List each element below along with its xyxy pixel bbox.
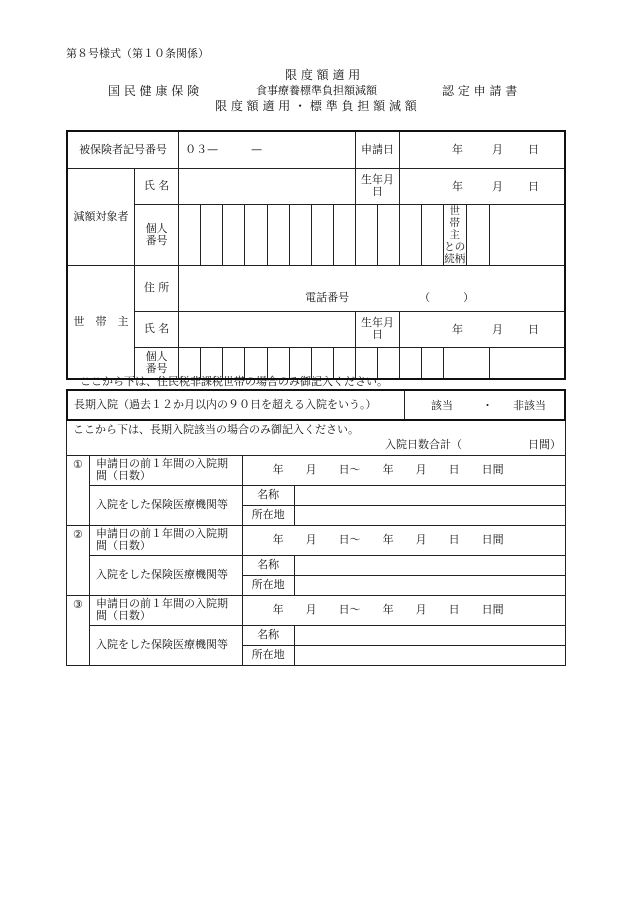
institution-name-label: 名称 (242, 555, 294, 575)
target-pn-digit[interactable] (267, 204, 289, 265)
household-head-label: 世 帯 主 (67, 265, 134, 379)
institution-label: 入院をした保険医療機関等 (89, 555, 242, 595)
head-birth-month: 月 (492, 322, 504, 336)
target-personal-number-label: 個人 番号 (134, 204, 178, 265)
application-date-label: 申請日 (355, 131, 399, 168)
total-days: 入院日数合計（ 日間） (385, 438, 561, 451)
long-term-detail-table (66, 421, 566, 666)
form-number: 第８号様式（第１０条関係） (66, 47, 209, 60)
title-line-3: 限 度 額 適 用 ・ 標 準 負 担 額 減 額 (215, 99, 417, 113)
institution-name-field[interactable] (294, 625, 565, 645)
target-birth-year: 年 (452, 179, 464, 193)
long-term-table (66, 389, 566, 421)
period-number: ③ (67, 595, 90, 665)
head-birth-field[interactable] (400, 311, 565, 347)
head-pn-digit[interactable] (421, 347, 443, 379)
institution-name-field[interactable] (294, 555, 565, 575)
relation-field[interactable] (466, 204, 489, 265)
institution-label: 入院をした保険医療機関等 (89, 485, 242, 525)
long-note-cell (67, 421, 566, 455)
address-field[interactable] (179, 265, 565, 311)
applicant-table (66, 130, 566, 380)
relation-label: 世 帯 主 との続柄 (444, 204, 466, 265)
period-date-range[interactable]: 年 月 日～ 年 月 日 日間 (242, 595, 565, 625)
institution-name-label: 名称 (242, 625, 294, 645)
institution-name-label: 名称 (242, 485, 294, 505)
title-cert: 認 定 申 請 書 (442, 84, 518, 98)
target-birth-label: 生年月日 (355, 168, 399, 204)
head-birth-label: 生年月日 (355, 311, 399, 347)
phone-parens: （ ） (419, 290, 475, 304)
institution-location-field[interactable] (294, 645, 565, 665)
application-date-field[interactable] (400, 131, 565, 168)
target-birth-field[interactable] (400, 168, 565, 204)
period-label: 申請日の前１年間の入院期間（日数） (89, 595, 242, 625)
head-birth-day: 日 (528, 322, 540, 336)
target-birth-day: 日 (528, 179, 540, 193)
target-pn-digit[interactable] (201, 204, 223, 265)
institution-location-field[interactable] (294, 505, 565, 525)
institution-location-label: 所在地 (242, 645, 294, 665)
insured-number-field[interactable]: ０３— — (179, 131, 356, 168)
target-pn-digit[interactable] (400, 204, 422, 265)
tax-exempt-note: ここから下は、住民税非課税世帯の場合のみ御記入ください。 (80, 375, 388, 388)
not-applicable-option[interactable]: 非該当 (513, 399, 546, 412)
title-line-2: 食事療養標準負担額減額 (256, 84, 377, 97)
head-pn-digit[interactable] (400, 347, 422, 379)
target-pn-digit[interactable] (377, 204, 399, 265)
institution-label: 入院をした保険医療機関等 (89, 625, 242, 665)
address-label: 住 所 (134, 265, 178, 311)
app-year: 年 (452, 143, 464, 156)
app-month: 月 (492, 143, 504, 156)
long-term-note: ここから下は、長期入院該当の場合のみ御記入ください。 (73, 423, 359, 436)
target-pn-digit[interactable] (333, 204, 355, 265)
institution-name-field[interactable] (294, 485, 565, 505)
target-birth-month: 月 (492, 179, 504, 193)
target-pn-digit[interactable] (179, 204, 201, 265)
title-insurance: 国 民 健 康 保 険 (108, 84, 200, 98)
head-name-label: 氏 名 (134, 311, 178, 347)
title-line-1: 限 度 額 適 用 (285, 68, 361, 82)
reduction-target-label: 減額対象者 (67, 168, 134, 265)
institution-location-label: 所在地 (242, 575, 294, 595)
head-pn-blank (443, 347, 489, 379)
head-personal-number-label: 個人 番号 (134, 347, 178, 379)
target-name-field[interactable] (179, 168, 356, 204)
period-number: ② (67, 525, 90, 595)
institution-location-label: 所在地 (242, 505, 294, 525)
target-pn-digit[interactable] (421, 204, 443, 265)
app-day: 日 (528, 143, 540, 156)
target-pn-digit[interactable] (355, 204, 377, 265)
target-pn-digit[interactable] (245, 204, 267, 265)
period-date-range[interactable]: 年 月 日～ 年 月 日 日間 (242, 525, 565, 555)
institution-location-field[interactable] (294, 575, 565, 595)
long-term-choice[interactable] (405, 390, 566, 420)
target-name-label: 氏 名 (134, 168, 178, 204)
choice-separator: ・ (482, 399, 493, 412)
period-date-range[interactable]: 年 月 日～ 年 月 日 日間 (242, 455, 565, 485)
period-label: 申請日の前１年間の入院期間（日数） (89, 525, 242, 555)
long-term-label: 長期入院（過去１２か月以内の９０日を超える入院をいう。） (67, 390, 405, 420)
target-pn-digit[interactable] (289, 204, 311, 265)
head-name-field[interactable] (179, 311, 356, 347)
period-label: 申請日の前１年間の入院期間（日数） (89, 455, 242, 485)
insured-number-label: 被保険者記号番号 (67, 131, 179, 168)
target-pn-digit[interactable] (311, 204, 333, 265)
head-birth-year: 年 (452, 322, 464, 336)
target-pn-digit[interactable] (223, 204, 245, 265)
phone-label: 電話番号 (305, 290, 350, 304)
period-number: ① (67, 455, 90, 525)
applicable-option[interactable]: 該当 (431, 399, 453, 412)
